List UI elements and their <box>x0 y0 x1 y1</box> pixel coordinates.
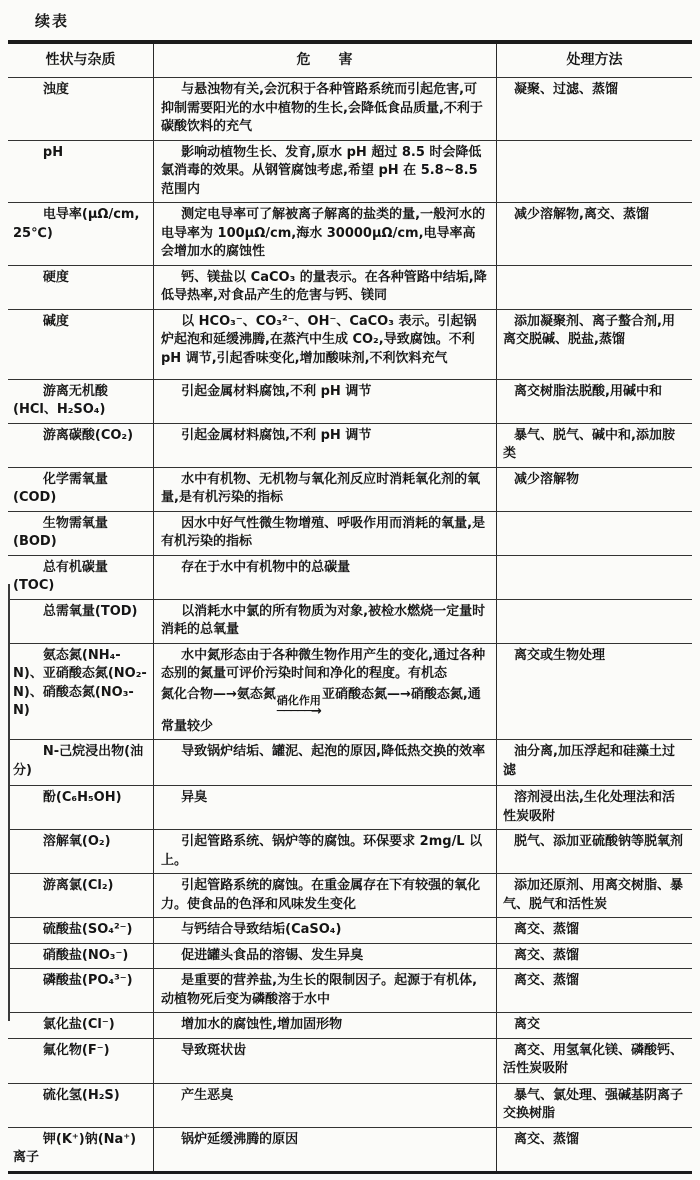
table-row-hardness <box>8 265 692 309</box>
impurity-name: 总有机碳量(TOC) <box>13 559 108 593</box>
table-row-free-mineral-acid <box>8 379 692 423</box>
flow-chain-start: 氮化合物—→氨态氮 <box>161 686 276 702</box>
treatment-cell <box>497 78 692 140</box>
hazard-cell <box>154 1128 497 1171</box>
impurity-name-cell <box>8 944 154 969</box>
impurity-name: 硬度 <box>42 269 69 285</box>
treatment-cell <box>497 203 692 265</box>
hazard-text: 产生恶臭 <box>181 1087 234 1103</box>
impurity-name-cell <box>8 424 154 467</box>
nitrification-arrow <box>277 695 321 717</box>
treatment-cell <box>497 380 692 423</box>
table-row-cod <box>8 467 692 511</box>
nitrification-arrow-label: 硝化作用 <box>276 694 321 707</box>
hazard-text: 引起管路系统、锅炉等的腐蚀。环保要求 2mg/L 以上。 <box>161 834 483 868</box>
treatment-text: 溶剂浸出法,生化处理法和活性炭吸附 <box>503 790 675 824</box>
hazard-text: 测定电导率可了解被离子解离的盐类的量,一般河水的电导率为 100μΩ/cm,海水 30000μΩ/cm,电导率高会增加水的腐蚀性 <box>161 207 486 259</box>
impurity-name-cell <box>8 830 154 873</box>
hazard-cell <box>154 266 497 309</box>
hazard-cell <box>154 600 497 643</box>
table-row-turbidity <box>8 77 692 140</box>
hazard-cell <box>154 424 497 467</box>
treatment-text: 离交、蒸馏 <box>514 1131 580 1147</box>
hazard-text: 促进罐头食品的溶锡、发生异臭 <box>181 947 364 963</box>
impurity-name-cell <box>8 969 154 1012</box>
impurity-name-cell <box>8 141 154 203</box>
impurity-name-cell <box>8 310 154 379</box>
hazard-text: 存在于水中有机物中的总碳量 <box>181 559 351 575</box>
hazard-text: 引起金属材料腐蚀,不利 pH 调节 <box>181 383 372 399</box>
table-row-dissolved-oxygen <box>8 829 692 873</box>
treatment-cell <box>497 918 692 943</box>
table-row-free-chlorine <box>8 873 692 917</box>
table-row-nitrate <box>8 943 692 969</box>
impurity-name: 氟化物(F⁻) <box>42 1042 110 1058</box>
hazard-text: 水中氮形态由于各种微生物作用产生的变化,通过各种态别的氮量可评价污染时间和净化的程度。有机态 <box>161 647 486 681</box>
treatment-text: 添加还原剂、用离交树脂、暴气、脱气和活性炭 <box>503 878 684 912</box>
hazard-cell <box>154 874 497 917</box>
hazard-text: 是重要的营养盐,为生长的限制因子。起源于有机体,动植物死后变为磷酸溶于水中 <box>161 973 478 1007</box>
hazard-cell <box>154 830 497 873</box>
hazard-cell <box>154 512 497 555</box>
treatment-cell <box>497 468 692 511</box>
treatment-cell <box>497 944 692 969</box>
hazard-cell <box>154 310 497 379</box>
hazard-cell <box>154 918 497 943</box>
hazard-cell <box>154 203 497 265</box>
hazard-cell <box>154 786 497 829</box>
treatment-text: 离交树脂法脱酸,用碱中和 <box>514 383 662 399</box>
treatment-cell <box>497 786 692 829</box>
treatment-cell <box>497 512 692 555</box>
treatment-cell <box>497 969 692 1012</box>
treatment-text: 暴气、氯处理、强碱基阴离子交换树脂 <box>503 1087 684 1121</box>
impurity-name: 磷酸盐(PO₄³⁻) <box>42 973 133 988</box>
impurity-name: N-己烷浸出物(油分) <box>13 744 144 778</box>
table-row-nitrogen <box>8 643 692 740</box>
treatment-cell <box>497 1084 692 1127</box>
treatment-text: 脱气、添加亚硫酸钠等脱氧剂 <box>514 834 684 849</box>
treatment-cell <box>497 740 692 785</box>
hazard-cell <box>154 1013 497 1038</box>
treatment-text: 暴气、脱气、碱中和,添加胺类 <box>503 427 675 461</box>
impurity-name-cell <box>8 1013 154 1038</box>
table-row-alkalinity <box>8 309 692 379</box>
hazard-cell <box>154 740 497 785</box>
impurity-name-cell <box>8 1084 154 1127</box>
table-row-free-co2 <box>8 423 692 467</box>
table-row-toc <box>8 555 692 599</box>
hazard-text: 锅炉延缓沸腾的原因 <box>181 1131 299 1147</box>
hazard-text: 导致锅炉结垢、罐泥、起泡的原因,降低热交换的效率 <box>181 744 486 759</box>
treatment-text: 减少溶解物,离交、蒸馏 <box>514 207 649 222</box>
impurity-name: 游离无机酸(HCl、H₂SO₄) <box>13 383 108 417</box>
impurity-name: 硫化氢(H₂S) <box>42 1087 120 1103</box>
hazard-text: 因水中好气性微生物增殖、呼吸作用而消耗的氧量,是有机污染的指标 <box>161 515 486 549</box>
table-row-phosphate <box>8 968 692 1012</box>
treatment-cell <box>497 141 692 203</box>
impurity-name: 总需氧量(TOD) <box>42 603 138 619</box>
table-row-fluoride <box>8 1038 692 1083</box>
impurity-name-cell <box>8 468 154 511</box>
hazard-text: 与钙结合导致结垢(CaSO₄) <box>181 922 342 937</box>
table-row-potassium-sodium <box>8 1127 692 1171</box>
treatment-cell <box>497 1128 692 1171</box>
table-header-row <box>8 44 692 77</box>
impurity-name: 游离氯(Cl₂) <box>42 878 114 893</box>
hazard-cell <box>154 944 497 969</box>
treatment-text: 离交、蒸馏 <box>514 922 580 937</box>
table-row-chloride <box>8 1012 692 1038</box>
flow-chain-end: 亚硝酸态氮—→硝酸态氮,通常量较少 <box>161 686 481 734</box>
hazard-text: 引起管路系统的腐蚀。在重金属存在下有较强的氧化力。使食品的色泽和风味发生变化 <box>161 878 481 912</box>
impurity-name: 钾(K⁺)钠(Na⁺)离子 <box>13 1131 137 1165</box>
treatment-text: 减少溶解物 <box>514 471 580 487</box>
treatment-text: 油分离,加压浮起和硅藻土过滤 <box>503 744 675 778</box>
table-row-conductivity <box>8 202 692 265</box>
header-impurity-cell <box>8 44 154 77</box>
header-hazard-cell <box>154 44 497 77</box>
header-impurity-label: 性状与杂质 <box>45 52 116 69</box>
impurity-name-cell <box>8 1039 154 1083</box>
impurity-name: 电导率(μΩ/cm, 25℃) <box>13 207 140 241</box>
impurity-name-cell <box>8 512 154 555</box>
impurity-name: pH <box>42 144 64 160</box>
treatment-text: 添加凝聚剂、离子螯合剂,用离交脱碱、脱盐,蒸馏 <box>503 313 675 347</box>
impurity-name: 游离碳酸(CO₂) <box>42 427 134 443</box>
hazard-cell <box>154 141 497 203</box>
hazard-text: 引起金属材料腐蚀,不利 pH 调节 <box>181 427 372 443</box>
hazard-cell <box>154 1039 497 1083</box>
table-row-bod <box>8 511 692 555</box>
table-row-phenol <box>8 785 692 829</box>
hazard-text: 异臭 <box>181 790 208 805</box>
hazard-text: 以消耗水中氯的所有物质为对象,被检水燃烧一定量时消耗的总氧量 <box>161 603 486 637</box>
table-row-sulfate <box>8 917 692 943</box>
impurity-name-cell <box>8 203 154 265</box>
impurity-name-cell <box>8 556 154 599</box>
treatment-cell <box>497 556 692 599</box>
impurity-name: 氯化盐(Cl⁻) <box>42 1017 115 1032</box>
hazard-cell <box>154 644 497 740</box>
treatment-text: 离交或生物处理 <box>514 647 606 663</box>
impurity-name: 碱度 <box>42 313 69 329</box>
nitrification-arrow-line: ─────→ <box>276 704 321 719</box>
scan-artifact-line <box>8 584 10 1021</box>
treatment-text: 离交、蒸馏 <box>514 947 580 963</box>
page-title: 续表 <box>35 12 70 30</box>
hazard-cell <box>154 556 497 599</box>
treatment-text: 离交 <box>514 1017 541 1032</box>
impurity-name-cell <box>8 380 154 423</box>
impurity-name: 溶解氧(O₂) <box>42 834 111 849</box>
treatment-cell <box>497 310 692 379</box>
hazard-text: 与悬浊物有关,会沉积于各种管路系统而引起危害,可抑制需要阳光的水中植物的生长,会降低食品质量,不利于碳酸饮料的充气 <box>161 82 483 134</box>
impurity-name-cell <box>8 918 154 943</box>
treatment-cell <box>497 600 692 643</box>
treatment-cell <box>497 1013 692 1038</box>
treatment-text: 凝聚、过滤、蒸馏 <box>514 82 619 97</box>
hazard-cell <box>154 969 497 1012</box>
hazard-text: 水中有机物、无机物与氧化剂反应时消耗氧化剂的氧量,是有机污染的指标 <box>161 471 481 505</box>
hazard-text: 钙、镁盐以 CaCO₃ 的量表示。在各种管路中结垢,降低导热率,对食品产生的危害与钙、镁同 <box>161 269 487 303</box>
impurity-name-cell <box>8 644 154 740</box>
hazard-cell <box>154 468 497 511</box>
table-row-n-hexane-extract <box>8 739 692 785</box>
treatment-cell <box>497 830 692 873</box>
impurity-name-cell <box>8 786 154 829</box>
impurity-name: 浊度 <box>42 82 69 97</box>
treatment-cell <box>497 644 692 740</box>
treatment-cell <box>497 424 692 467</box>
impurity-name-cell <box>8 740 154 785</box>
table-row-hydrogen-sulfide <box>8 1083 692 1127</box>
treatment-cell <box>497 1039 692 1083</box>
impurity-name: 硫酸盐(SO₄²⁻) <box>42 922 133 937</box>
table-row-ph <box>8 140 692 203</box>
impurity-name-cell <box>8 266 154 309</box>
impurity-name-cell <box>8 874 154 917</box>
header-treatment-label: 处理方法 <box>566 52 623 69</box>
nitrification-flow-diagram <box>161 685 488 737</box>
treatment-text: 离交、用氢氧化镁、磷酸钙、活性炭吸附 <box>503 1042 684 1076</box>
hazard-cell <box>154 1084 497 1127</box>
impurity-name: 生物需氧量(BOD) <box>13 515 108 549</box>
impurity-name: 酚(C₆H₅OH) <box>42 790 122 805</box>
impurity-name-cell <box>8 78 154 140</box>
treatment-cell <box>497 266 692 309</box>
impurity-name: 氨态氮(NH₄-N)、亚硝酸态氮(NO₂-N)、硝酸态氮(NO₃-N) <box>13 647 147 718</box>
water-impurities-table <box>8 40 692 1174</box>
treatment-text: 离交、蒸馏 <box>514 973 580 988</box>
header-treatment-cell <box>497 44 692 77</box>
header-hazard-label: 危 害 <box>296 52 353 69</box>
table-row-tod <box>8 599 692 643</box>
impurity-name: 化学需氧量(COD) <box>13 471 108 505</box>
hazard-cell <box>154 78 497 140</box>
impurity-name: 硝酸盐(NO₃⁻) <box>42 947 129 963</box>
hazard-cell <box>154 380 497 423</box>
hazard-text: 增加水的腐蚀性,增加固形物 <box>181 1017 343 1032</box>
hazard-text: 影响动植物生长、发育,原水 pH 超过 8.5 时会降低氯消毒的效果。从钢管腐蚀考虑,希望 pH 在 5.8~8.5 范围内 <box>161 144 482 197</box>
impurity-name-cell <box>8 1128 154 1171</box>
impurity-name-cell <box>8 600 154 643</box>
hazard-text: 以 HCO₃⁻、CO₃²⁻、OH⁻、CaCO₃ 表示。引起锅炉起泡和延缓沸腾,在蒸汽中生成 CO₂,导致腐蚀。不利 pH 调节,引起香味变化,增加酸味剂,不利饮料充气 <box>161 313 477 366</box>
treatment-cell <box>497 874 692 917</box>
hazard-text: 导致斑状齿 <box>181 1042 247 1058</box>
